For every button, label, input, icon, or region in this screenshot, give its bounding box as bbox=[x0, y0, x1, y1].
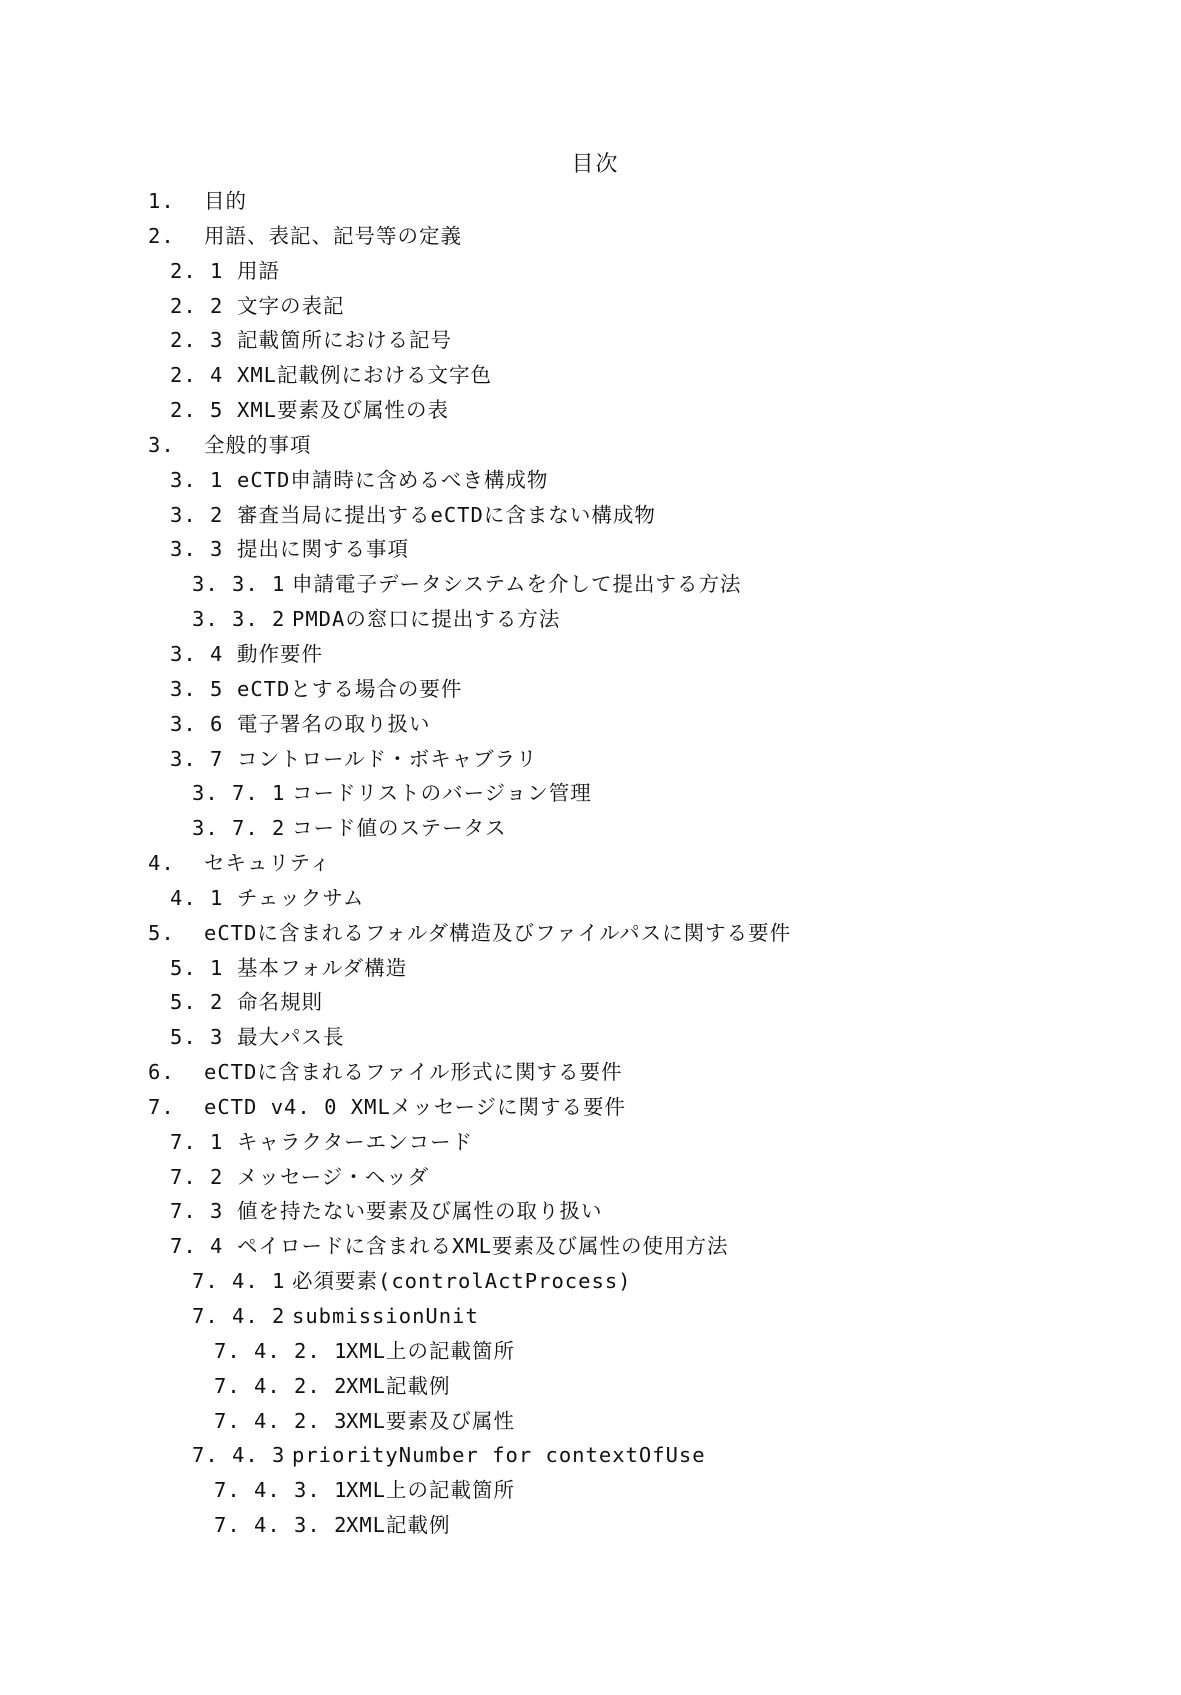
toc-entry-number: 2. 2 bbox=[170, 293, 224, 318]
toc-entry-title: メッセージ・ヘッダ bbox=[237, 1164, 430, 1189]
toc-entry-title: キャラクターエンコード bbox=[237, 1129, 474, 1154]
toc-entry-number: 3. 3. 1 bbox=[192, 572, 286, 597]
toc-entry-number: 2. 5 bbox=[170, 398, 224, 423]
toc-entry-number: 5. bbox=[148, 920, 175, 945]
toc-entry-title: 全般的事項 bbox=[204, 432, 312, 457]
toc-entry bbox=[148, 1055, 1088, 1090]
toc-entry-title: 記載箇所における記号 bbox=[237, 328, 452, 353]
toc-entry-number: 5. 1 bbox=[170, 955, 224, 980]
toc-entry-title: チェックサム bbox=[237, 885, 365, 910]
toc-entry-number: 3. 6 bbox=[170, 711, 224, 736]
toc-entry bbox=[148, 1473, 1088, 1508]
toc-entry-number: 7. 2 bbox=[170, 1164, 224, 1189]
toc-title: 目次 bbox=[571, 152, 620, 177]
toc-entry-title: eCTDに含まれるフォルダ構造及びファイルパスに関する要件 bbox=[204, 920, 792, 945]
toc-entry-title: XML記載例 bbox=[346, 1373, 451, 1398]
toc-entry-number: 7. 4. 2. 1 bbox=[214, 1338, 348, 1363]
toc-entry-title: セキュリティ bbox=[204, 851, 331, 876]
toc-entry bbox=[148, 1404, 1088, 1439]
toc-entry-title: 基本フォルダ構造 bbox=[237, 955, 408, 980]
toc-entry bbox=[148, 184, 1088, 219]
toc-entry bbox=[148, 1125, 1088, 1160]
toc-entry-number: 3. 5 bbox=[170, 676, 224, 701]
toc-entry bbox=[148, 881, 1088, 916]
toc-entry-number: 7. 4. 2. 3 bbox=[214, 1408, 348, 1433]
toc-entry-number: 4. 1 bbox=[170, 885, 224, 910]
toc-entry-title: 用語 bbox=[237, 258, 280, 283]
toc-entry bbox=[148, 1229, 1088, 1264]
toc-entry-number: 3. 2 bbox=[170, 502, 224, 527]
toc-entry-number: 2. 4 bbox=[170, 363, 224, 388]
toc-entry-number: 7. 4. 3 bbox=[192, 1443, 286, 1468]
toc-entry-title: submissionUnit bbox=[292, 1304, 479, 1328]
toc-entry-title: XML要素及び属性の表 bbox=[237, 398, 450, 423]
toc-entry-title: 提出に関する事項 bbox=[237, 537, 409, 562]
toc-entry-title: PMDAの窓口に提出する方法 bbox=[292, 607, 561, 632]
toc-entry-title: eCTDに含まれるファイル形式に関する要件 bbox=[204, 1060, 623, 1085]
toc-entry-number: 5. 2 bbox=[170, 990, 224, 1015]
toc-entry-title: 値を持たない要素及び属性の取り扱い bbox=[237, 1199, 603, 1224]
toc-entry-title: 命名規則 bbox=[237, 990, 323, 1015]
toc-entry-number: 4. bbox=[148, 851, 175, 876]
toc-entry-number: 7. 4. 2 bbox=[192, 1304, 286, 1328]
toc-entry-number: 3. 1 bbox=[170, 467, 224, 492]
toc-entry-title: 最大パス長 bbox=[237, 1025, 345, 1050]
toc-entry bbox=[148, 463, 1088, 498]
toc-entry bbox=[148, 1369, 1088, 1404]
toc-entry-number: 1. bbox=[148, 189, 175, 213]
toc-entry-title: XML上の記載箇所 bbox=[346, 1478, 516, 1503]
table-of-contents bbox=[148, 184, 1088, 1543]
toc-entry bbox=[148, 532, 1088, 567]
toc-entry-title: 電子署名の取り扱い bbox=[237, 711, 431, 736]
toc-entry-number: 3. 7. 1 bbox=[192, 781, 286, 806]
toc-entry-title: 動作要件 bbox=[237, 641, 323, 666]
toc-entry bbox=[148, 602, 1088, 637]
toc-entry-number: 3. 3. 2 bbox=[192, 607, 286, 632]
toc-entry-number: 3. 3 bbox=[170, 537, 224, 562]
toc-entry-title: eCTD v4. 0 XMLメッセージに関する要件 bbox=[204, 1094, 627, 1119]
toc-entry bbox=[148, 1090, 1088, 1125]
toc-entry-number: 7. 4. 3. 1 bbox=[214, 1478, 348, 1503]
toc-entry-number: 7. bbox=[148, 1094, 175, 1119]
toc-entry-title: 文字の表記 bbox=[237, 293, 345, 318]
toc-entry bbox=[148, 846, 1088, 881]
toc-entry bbox=[148, 289, 1088, 324]
toc-entry bbox=[148, 1194, 1088, 1229]
toc-entry bbox=[148, 985, 1088, 1020]
toc-entry bbox=[148, 428, 1088, 463]
toc-entry-title: コントロールド・ボキャブラリ bbox=[237, 746, 538, 771]
toc-entry-title: XML上の記載箇所 bbox=[346, 1338, 516, 1363]
toc-entry-number: 5. 3 bbox=[170, 1025, 224, 1050]
toc-entry bbox=[148, 707, 1088, 742]
toc-entry-title: コード値のステータス bbox=[292, 816, 507, 841]
toc-entry bbox=[148, 498, 1088, 533]
toc-entry-title: 用語、表記、記号等の定義 bbox=[204, 223, 462, 248]
toc-entry-number: 3. 7 bbox=[170, 746, 224, 771]
toc-entry bbox=[148, 1299, 1088, 1334]
toc-entry bbox=[148, 776, 1088, 811]
toc-entry-title: XML記載例における文字色 bbox=[237, 363, 493, 388]
toc-entry bbox=[148, 637, 1088, 672]
toc-entry-title: XML要素及び属性 bbox=[346, 1408, 516, 1433]
toc-entry bbox=[148, 1438, 1088, 1473]
toc-entry-title: 申請電子データシステムを介して提出する方法 bbox=[292, 572, 742, 597]
toc-entry bbox=[148, 393, 1088, 428]
toc-entry-title: 目的 bbox=[204, 189, 247, 213]
toc-entry-title: priorityNumber for contextOfUse bbox=[292, 1443, 706, 1468]
toc-entry bbox=[148, 672, 1088, 707]
toc-entry-title: コードリストのバージョン管理 bbox=[292, 781, 592, 806]
toc-entry bbox=[148, 1020, 1088, 1055]
toc-entry-number: 3. 4 bbox=[170, 641, 224, 666]
toc-entry-title: XML記載例 bbox=[346, 1513, 451, 1538]
toc-entry-title: 審査当局に提出するeCTDに含まない構成物 bbox=[237, 502, 656, 527]
toc-entry-number: 2. bbox=[148, 223, 175, 248]
toc-entry bbox=[148, 254, 1088, 289]
toc-entry bbox=[148, 742, 1088, 777]
toc-entry bbox=[148, 951, 1088, 986]
toc-entry-number: 3. 7. 2 bbox=[192, 816, 286, 841]
toc-entry bbox=[148, 219, 1088, 254]
toc-entry bbox=[148, 811, 1088, 846]
toc-entry-number: 2. 1 bbox=[170, 258, 224, 283]
toc-entry bbox=[148, 916, 1088, 951]
toc-entry-title: eCTD申請時に含めるべき構成物 bbox=[237, 467, 549, 492]
toc-entry bbox=[148, 1334, 1088, 1369]
toc-entry-title: ペイロードに含まれるXML要素及び属性の使用方法 bbox=[237, 1234, 729, 1259]
toc-entry bbox=[148, 358, 1088, 393]
toc-entry bbox=[148, 323, 1088, 358]
toc-entry-number: 7. 3 bbox=[170, 1199, 224, 1224]
toc-entry bbox=[148, 1508, 1088, 1543]
toc-entry-title: eCTDとする場合の要件 bbox=[237, 676, 463, 701]
toc-entry-number: 7. 4. 1 bbox=[192, 1269, 286, 1294]
toc-entry-number: 7. 4. 3. 2 bbox=[214, 1513, 348, 1538]
toc-entry bbox=[148, 1264, 1088, 1299]
toc-entry-number: 7. 4 bbox=[170, 1234, 224, 1259]
toc-entry-number: 7. 4. 2. 2 bbox=[214, 1373, 348, 1398]
toc-entry bbox=[148, 567, 1088, 602]
toc-entry-number: 6. bbox=[148, 1060, 175, 1085]
toc-entry-number: 3. bbox=[148, 432, 175, 457]
toc-entry-title: 必須要素(controlActProcess) bbox=[292, 1269, 632, 1294]
toc-entry-number: 7. 1 bbox=[170, 1129, 224, 1154]
toc-entry bbox=[148, 1160, 1088, 1195]
toc-entry-number: 2. 3 bbox=[170, 328, 224, 353]
